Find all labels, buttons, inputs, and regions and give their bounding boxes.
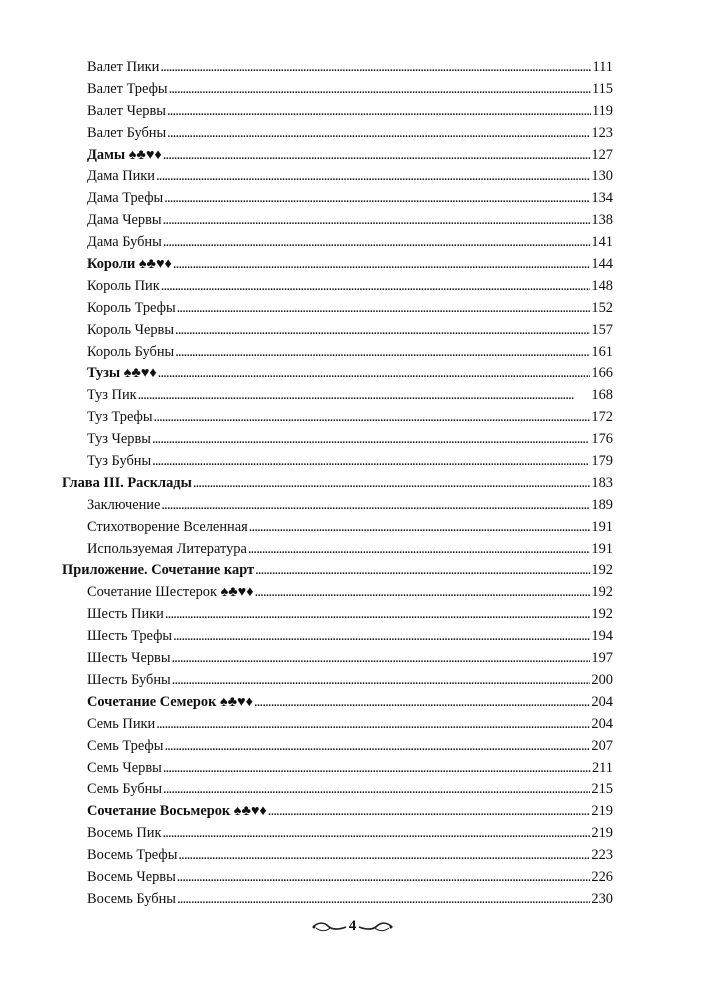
toc-entry-page: 176	[591, 431, 613, 448]
toc-entry	[62, 190, 613, 212]
dot-leader	[173, 256, 591, 273]
toc-entry-title: Сочетание Шестерок ♠♣♥♦	[87, 584, 254, 601]
toc-entry-title: Семь Трефы	[87, 737, 164, 754]
dot-leader	[161, 278, 591, 295]
toc-entry-title: Шесть Бубны	[87, 671, 171, 688]
dot-leader	[172, 650, 591, 667]
toc-entry	[62, 650, 613, 672]
dot-leader	[154, 409, 591, 426]
toc-entry-page: 115	[591, 80, 613, 97]
toc-entry-title: Восемь Пик	[87, 825, 162, 842]
toc-entry-page: 204	[591, 715, 613, 732]
dot-leader	[178, 847, 590, 864]
toc-entry-page: 183	[591, 474, 613, 491]
toc-entry-title: Шесть Пики	[87, 606, 164, 623]
toc-entry	[62, 59, 613, 81]
toc-entry	[62, 344, 613, 366]
dot-leader	[160, 59, 591, 76]
toc-entry-title: Туз Трефы	[87, 409, 153, 426]
dot-leader	[177, 300, 591, 317]
toc-entry	[62, 475, 613, 497]
dot-leader	[163, 234, 591, 251]
toc-entry	[62, 738, 613, 760]
toc-entry	[62, 234, 613, 256]
toc-entry-title: Туз Бубны	[87, 453, 152, 470]
toc-entry-page: 200	[591, 671, 613, 688]
dot-leader	[248, 541, 591, 558]
toc-entry-title: Дама Червы	[87, 212, 162, 229]
toc-entry-page: 223	[591, 847, 613, 864]
toc-entry	[62, 891, 613, 913]
dot-leader	[175, 344, 590, 361]
toc-entry	[62, 431, 613, 453]
toc-entry	[62, 584, 613, 606]
toc-entry-page: 141	[591, 234, 613, 251]
dot-leader	[156, 168, 590, 185]
toc-entry-title: Туз Червы	[87, 431, 151, 448]
toc-entry-page: 127	[591, 146, 613, 163]
toc-entry-page: 194	[591, 628, 613, 645]
dot-leader	[163, 212, 591, 229]
toc-entry-title: Туз Пик	[87, 387, 137, 404]
toc-entry-title: Валет Бубны	[87, 124, 167, 141]
toc-entry-page: 179	[591, 453, 613, 470]
dot-leader	[193, 475, 591, 492]
toc-entry	[62, 760, 613, 782]
toc-entry	[62, 716, 613, 738]
toc-entry-page: 111	[592, 59, 613, 75]
toc-entry-page: 119	[591, 102, 613, 119]
page-footer	[0, 918, 705, 935]
dot-leader	[165, 606, 591, 623]
toc-entry-page: 215	[591, 781, 613, 798]
toc-entry	[62, 278, 613, 300]
toc-entry	[62, 103, 613, 125]
toc-entry-page: 161	[591, 343, 613, 360]
dot-leader	[167, 103, 591, 120]
dot-leader	[172, 672, 591, 689]
page-number: 4	[348, 918, 357, 934]
toc-entry-title: Король Бубны	[87, 343, 175, 360]
toc-entry-page: 219	[591, 825, 613, 842]
toc-entry-page: 230	[591, 890, 613, 907]
toc-entry	[62, 803, 613, 825]
toc-entry	[62, 322, 613, 344]
toc-entry-title: Валет Пики	[87, 59, 160, 75]
dot-leader	[152, 431, 590, 448]
toc-entry-title: Дама Пики	[87, 168, 155, 185]
toc-entry-title: Восемь Червы	[87, 868, 176, 885]
toc-entry-title: Дамы ♠♣♥♦	[87, 146, 162, 163]
dot-leader	[169, 81, 591, 98]
toc-entry-title: Валет Червы	[87, 102, 166, 119]
toc-entry	[62, 168, 613, 190]
toc-entry	[62, 847, 613, 869]
toc-entry	[62, 628, 613, 650]
toc-entry-title: Семь Бубны	[87, 781, 163, 798]
toc-entry-title: Стихотворение Вселенная	[87, 518, 248, 535]
toc-entry-page: 152	[591, 299, 613, 316]
dot-leader	[268, 803, 591, 820]
toc-entry	[62, 409, 613, 431]
dot-leader	[158, 365, 591, 382]
toc-entry-page: 207	[591, 737, 613, 754]
toc-entry-page: 168	[591, 387, 613, 404]
toc-entry-title: Восемь Бубны	[87, 890, 176, 907]
dot-leader	[177, 869, 591, 886]
toc-entry	[62, 519, 613, 541]
right-ornament-icon	[357, 921, 393, 933]
toc-entry-page: 219	[591, 803, 613, 820]
toc-entry-page: 189	[591, 496, 613, 513]
toc-entry	[62, 365, 613, 387]
toc-entry-page: 226	[591, 868, 613, 885]
toc-entry	[62, 562, 613, 584]
table-of-contents	[62, 59, 613, 913]
toc-entry-title: Тузы ♠♣♥♦	[87, 365, 157, 382]
toc-entry	[62, 694, 613, 716]
toc-entry	[62, 825, 613, 847]
toc-entry-page: 130	[591, 168, 613, 185]
toc-entry-title: Восемь Трефы	[87, 847, 178, 864]
dot-leader	[173, 628, 590, 645]
toc-entry-page: 211	[591, 759, 613, 776]
toc-entry	[62, 300, 613, 322]
toc-entry	[62, 256, 613, 278]
toc-entry-title: Используемая Литература	[87, 540, 247, 557]
dot-leader	[163, 781, 590, 798]
toc-entry	[62, 147, 613, 169]
toc-entry	[62, 387, 613, 409]
toc-entry-title: Король Трефы	[87, 299, 176, 316]
toc-entry-page: 204	[591, 693, 613, 710]
toc-entry	[62, 453, 613, 475]
toc-entry	[62, 781, 613, 803]
dot-leader	[152, 453, 590, 470]
dot-leader	[164, 190, 590, 207]
toc-entry-page: 191	[591, 540, 613, 557]
toc-entry	[62, 212, 613, 234]
toc-entry-title: Заключение	[87, 496, 161, 513]
toc-entry	[62, 125, 613, 147]
left-ornament-icon	[312, 921, 348, 933]
dot-leader	[255, 584, 591, 601]
dot-leader	[161, 497, 590, 514]
toc-entry-title: Короли ♠♣♥♦	[87, 256, 172, 273]
toc-entry-title: Сочетание Восьмерок ♠♣♥♦	[87, 803, 267, 820]
dot-leader	[162, 825, 590, 842]
dot-leader	[163, 147, 591, 164]
toc-entry	[62, 672, 613, 694]
toc-entry-title: Семь Червы	[87, 759, 162, 776]
toc-entry-title: Глава III. Расклады	[62, 474, 192, 491]
dot-leader	[255, 562, 590, 579]
toc-entry	[62, 541, 613, 563]
toc-entry-title: Король Червы	[87, 321, 175, 338]
toc-entry-title: Король Пик	[87, 277, 160, 294]
toc-entry	[62, 497, 613, 519]
toc-entry-page: 144	[591, 256, 613, 273]
toc-entry-title: Сочетание Семерок ♠♣♥♦	[87, 693, 253, 710]
toc-entry-title: Шесть Трефы	[87, 628, 173, 645]
toc-entry-title: Дама Трефы	[87, 190, 164, 207]
toc-entry-page: 191	[591, 518, 613, 535]
toc-entry-page: 197	[591, 650, 613, 667]
dot-leader	[254, 694, 590, 711]
toc-entry-page: 192	[591, 584, 613, 601]
toc-entry-title: Шесть Червы	[87, 650, 171, 667]
dot-leader	[177, 891, 590, 908]
toc-entry-page: 192	[591, 562, 613, 579]
dot-leader	[163, 760, 591, 777]
dot-leader	[249, 519, 591, 536]
toc-entry-title: Валет Трефы	[87, 80, 168, 97]
toc-entry-page: 138	[591, 212, 613, 229]
toc-entry-page: 166	[591, 365, 613, 382]
dot-leader	[138, 387, 591, 404]
toc-entry-page: 123	[591, 124, 613, 141]
dot-leader	[175, 322, 590, 339]
toc-entry-page: 157	[591, 321, 613, 338]
dot-leader	[164, 738, 590, 755]
toc-entry-title: Семь Пики	[87, 715, 156, 732]
toc-entry	[62, 869, 613, 891]
toc-entry-title: Дама Бубны	[87, 234, 162, 251]
toc-entry-page: 134	[591, 190, 613, 207]
toc-entry-page: 148	[591, 277, 613, 294]
toc-entry-page: 192	[591, 606, 613, 623]
toc-entry-page: 172	[591, 409, 613, 426]
dot-leader	[156, 716, 590, 733]
toc-entry	[62, 81, 613, 103]
dot-leader	[167, 125, 590, 142]
toc-entry	[62, 606, 613, 628]
toc-entry-title: Приложение. Сочетание карт	[62, 562, 255, 579]
